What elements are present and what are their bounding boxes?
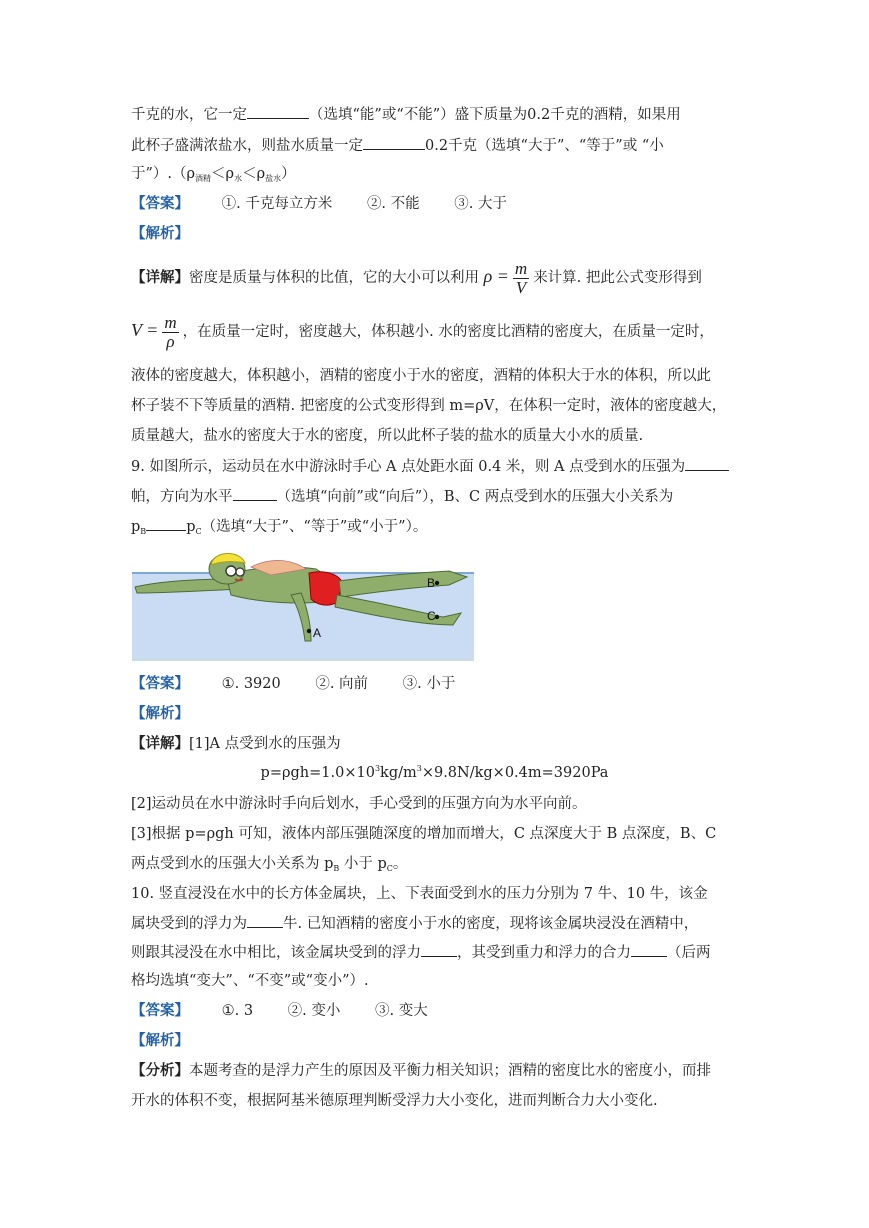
q9-line-2: 帕，方向为水平 （选填“向前”或“向后”），B、C 两点受到水的压强大小关系为 [131, 486, 673, 507]
q8-line-1: 千克的水，它一定 （选填“能”或“不能”）盛下质量为0.2千克的酒精，如果用 [131, 104, 681, 125]
analysis-subtag: 【分析】 [131, 1062, 189, 1079]
q9-detail-line-4: 两点受到水的压强大小关系为 $p_B$ 小于 $p_C$。 [131, 856, 408, 873]
blank-can-hold [247, 104, 309, 119]
q9-answer-line [131, 674, 455, 694]
volume-formula: $\frac{m}{\rho}$ [164, 312, 177, 351]
q10-line-1: 10. 竖直浸没在水中的长方体金属块，上、下表面受到水的压力分别为 7 牛、10 牛，该金 [131, 886, 708, 902]
blank-buoyancy [247, 913, 283, 928]
q10-line-2: 属块受到的浮力为 牛. 已知酒精的密度小于水的密度，现将该金属块浸没在酒精中， [131, 913, 698, 934]
answer-tag: 【答案】 [131, 675, 189, 692]
answer-item: ②. 不能 [366, 196, 420, 212]
analysis-tag: 【解析】 [131, 705, 189, 722]
q9-detail-line-1: 【详解】[1]A 点受到水的压强为 [131, 735, 341, 752]
q8-detail-line-3: 液体的密度越大，体积越小，酒精的密度小于水的密度，酒精的体积大于水的体积，所以此 [131, 368, 711, 384]
answer-item: ③. 小于 [402, 676, 456, 692]
q9-detail-line-3: [3]根据 p=ρgh 可知，液体内部压强随深度的增加而增大，C 点深度大于 B 点深度，B、C [131, 826, 717, 842]
q8-detail-line-2: V = $\frac{m}{\rho}$ ，在质量一定时，密度越大，体积越小. 水的密度比酒精的密度大，在质量一定时， [131, 312, 714, 351]
blank-pressure [685, 456, 729, 471]
q10-answer-line [131, 1001, 428, 1021]
q8-detail-line-5: 质量越大，盐水的密度大于水的密度，所以此杯子装的盐水的质量大小水的质量. [131, 428, 644, 444]
blank-buoyancy-change [421, 942, 457, 957]
answer-item: ②. 向前 [315, 676, 369, 692]
swimmer-figure [131, 545, 475, 661]
label-c: C [427, 609, 436, 623]
answer-item: ②. 变小 [287, 1003, 341, 1019]
answer-item: ①. 千克每立方米 [221, 196, 333, 212]
answer-tag: 【答案】 [131, 1002, 189, 1019]
q9-equation: $p=\rho gh=1.0\times 10^3kg/m^3\times 9.8N/kg\times 0.4m=3920Pa$ [260, 764, 609, 781]
blank-salt-mass [363, 135, 425, 150]
label-b: B [427, 576, 436, 590]
blank-compare [146, 516, 186, 531]
q8-detail-line-1: 【详解】密度是质量与体积的比值，它的大小可以利用 ρ = $\frac{m}{V}$ 来计算. 把此公式变形得到 [131, 258, 702, 297]
density-formula: $\frac{m}{V}$ [514, 258, 528, 297]
detail-tag: 【详解】 [131, 735, 189, 752]
answer-item: ①. 3 [221, 1003, 254, 1019]
analysis-tag: 【解析】 [131, 1032, 189, 1049]
q10-analysis-line-2: 开水的体积不变，根据阿基米德原理判断受浮力大小变化，进而判断合力大小变化. [131, 1093, 658, 1109]
q10-line-3: 则跟其浸没在水中相比，该金属块受到的浮力 ，其受到重力和浮力的合力 （后两 [131, 942, 711, 963]
q10-analysis-line-1: 【分析】本题考查的是浮力产生的原因及平衡力相关知识；酒精的密度比水的密度小，而排 [131, 1062, 711, 1079]
q8-answer-line [131, 194, 507, 214]
q9-detail-line-2: [2]运动员在水中游泳时手向后划水，手心受到的压强方向为水平向前。 [131, 796, 587, 812]
answer-item: ③. 大于 [454, 196, 507, 212]
answer-item: ①. 3920 [221, 676, 281, 692]
blank-direction [233, 486, 277, 501]
blank-net-force-change [631, 942, 667, 957]
q8-line-3: 于$”).(\rho_{酒精}<\rho_水<\rho_{盐水})$ [131, 166, 296, 183]
label-a: A [313, 626, 322, 640]
analysis-tag: 【解析】 [131, 225, 189, 242]
q8-line-2: 此杯子盛满浓盐水，则盐水质量一定 0.2千克（选填“大于”、“等于”或 “小 [131, 135, 664, 156]
q9-line-1: 9. 如图所示，运动员在水中游泳时手心 A 点处距水面 0.4 米，则 A 点受到水的压强为 [131, 456, 729, 477]
answer-tag: 【答案】 [131, 195, 189, 212]
q9-line-3: $p_B$ $p_C$（选填“大于”、“等于”或“小于”）。 [131, 516, 427, 542]
q10-line-4: 格均选填“变大”、“不变”或“变小”）. [131, 973, 369, 989]
detail-tag: 【详解】 [131, 269, 189, 286]
answer-item: ③. 变大 [375, 1003, 428, 1019]
goggles-icon [226, 566, 236, 576]
q8-detail-line-4: 杯子装不下等质量的酒精. 把密度的公式变形得到 m=ρV，在体积一定时，液体的密度越大， [131, 398, 727, 414]
